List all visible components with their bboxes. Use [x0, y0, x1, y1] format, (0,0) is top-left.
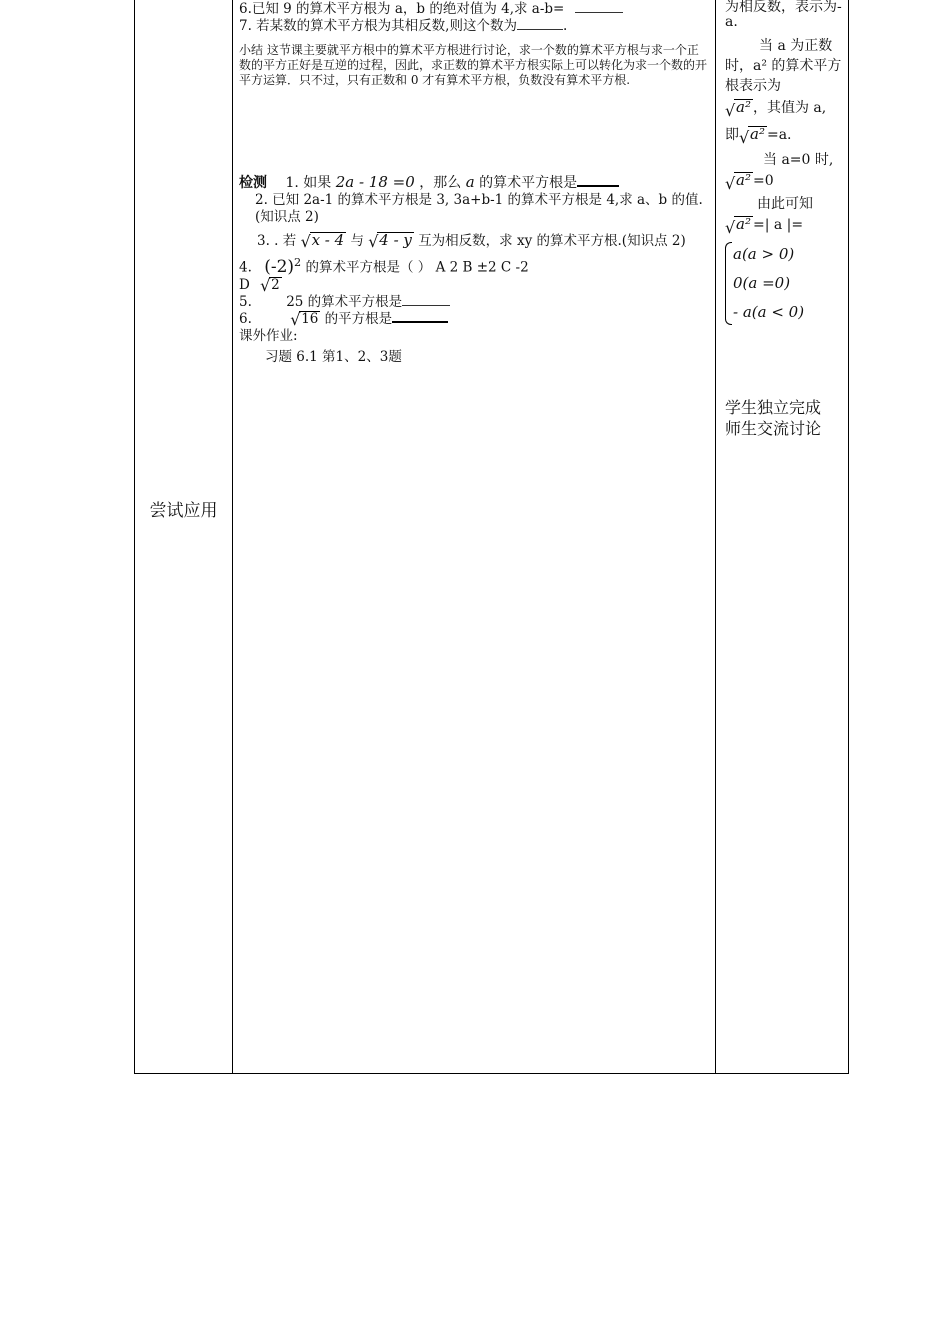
question-7: 7. 若某数的算术平方根为其相反数,则这个数为 . — [239, 18, 568, 34]
lesson-table — [134, 0, 849, 1074]
note-line-8: √ a² =| a |= — [725, 215, 804, 237]
radical-a-squared: √ a² — [739, 125, 765, 147]
check-question-4-option-d: D √ 2 — [239, 275, 280, 295]
note-line-5: 当 a=0 时, — [763, 152, 834, 168]
homework-assignment: 习题 6.1 第1、2、3题 — [265, 348, 402, 365]
note-line-7: 由此可知 — [757, 196, 813, 212]
note-line-6: √ a² =0 — [725, 171, 774, 193]
radical-2: √ 2 — [260, 275, 280, 295]
summary-paragraph: 小结 这节课主要就平方根中的算术平方根进行讨论，求一个数的算术平方根与求一个正数的平方正好是互逆的过程，因此，求正数的算术平方根实际上可以转化为求一个数的开平方运算．只不过，只有正数和 0 才有算术平方根，负数没有算术平方根. — [239, 43, 708, 87]
radical-16: √ 16 — [290, 309, 319, 329]
radical-a-squared: √ a² — [725, 171, 751, 193]
case-zero: 0(a =0) — [733, 274, 791, 292]
notes-cell — [725, 0, 843, 439]
main-content-cell — [239, 1, 709, 366]
note-line-1: 为相反数，表示为-a. — [725, 0, 842, 30]
radical-4-y: √ 4 - y — [368, 231, 412, 251]
piecewise-cases — [725, 240, 843, 327]
question-6: 6.已知 9 的算术平方根为 a，b 的绝对值为 4,求 a-b= — [239, 1, 709, 18]
column-divider-1 — [232, 0, 233, 1073]
radical-x-4: √ x - 4 — [300, 231, 345, 251]
check-question-6: 6. √ 16 的平方根是 — [239, 311, 709, 328]
check-question-4: 4. $(-2)^2$ 的算术平方根是（ ） A 2 B ±2 C -2 — [239, 256, 529, 277]
check-question-1: 检测 1. 如果 2a - 18 =0 ，那么 a 的算术平方根是 — [239, 174, 709, 192]
radical-a-squared: √ a² — [725, 215, 751, 237]
check-question-2: 2. 已知 2a-1 的算术平方根是 3, 3a+b-1 的算术平方根是 4,求 a、b 的值. (知识点 2) — [255, 192, 703, 225]
answer-blank — [577, 185, 619, 187]
answer-blank — [575, 12, 623, 13]
check-heading: 检测 — [239, 175, 267, 191]
note-line-4: 即 √ a² =a. — [725, 125, 792, 147]
radical-a-squared: √ a² — [725, 98, 751, 120]
note-line-2: 当 a 为正数时，a² 的算术平方根表示为 — [725, 38, 842, 94]
section-label: 尝试应用 — [149, 501, 218, 521]
answer-blank — [402, 305, 450, 306]
case-positive: a(a > 0) — [733, 245, 795, 263]
answer-blank — [392, 321, 448, 323]
check-question-5: 5. 25 的算术平方根是 — [239, 294, 709, 311]
case-negative: - a(a < 0) — [733, 303, 805, 321]
teaching-note-1: 学生独立完成 — [725, 398, 822, 417]
column-divider-2 — [715, 0, 716, 1073]
homework-label: 课外作业: — [239, 327, 298, 344]
answer-blank — [517, 29, 563, 30]
check-question-3: 3. . 若 √ x - 4 与 √ 4 - y 互为相反数，求 xy 的算术平方根.(知识点 2) — [257, 231, 686, 251]
teaching-note-2: 师生交流讨论 — [725, 419, 822, 438]
note-line-3: √ a² ，其值为 a, — [725, 98, 827, 120]
